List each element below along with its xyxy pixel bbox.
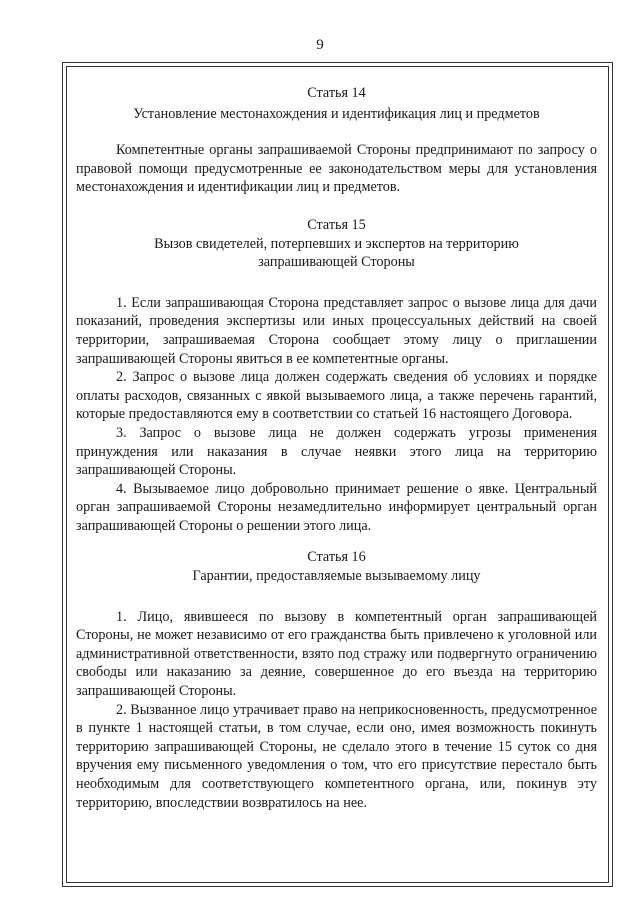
- page-number: 9: [316, 37, 324, 53]
- paragraph: Компетентные органы запрашиваемой Стороны предпринимают по запросу о правовой помощи предусмотренные ее законодательством меры для установления местонахождения и идентификации лиц и предметов.: [76, 142, 597, 196]
- article-title: Гарантии, предоставляемые вызываемому лицу: [192, 568, 481, 585]
- article-15: [76, 216, 597, 536]
- paragraph: 2. Вызванное лицо утрачивает право на неприкосновенность, предусмотренное в пункте 1 настоящей статьи, в том случае, если оно, имея возможность покинуть территорию запрашивающей Стороны, не сделало этого в течение 15 суток со дня вручения ему письменного уведомления о том, что его присутствие перестало быть необходимым для соответствующего компетентного органа, или, покинув эту территорию, впоследствии возвратилось на нее.: [76, 701, 597, 811]
- paragraph: 1. Если запрашивающая Сторона представляет запрос о вызове лица для дачи показаний, проведения экспертизы или иных процессуальных действий на своей территории, запрашиваемая Сторона сообщает этому лицу о приглашении запрашивающей Стороны явиться в ее компетентные органы.: [76, 294, 597, 367]
- article-16: [76, 548, 597, 812]
- article-title: Установление местонахождения и идентификация лиц и предметов: [133, 105, 540, 122]
- paragraph: 4. Вызываемое лицо добровольно принимает решение о явке. Центральный орган запрашиваемой Стороны незамедлительно информирует центральный орган запрашивающей Стороны о решении этого лица.: [76, 480, 597, 534]
- article-14: [76, 84, 597, 197]
- article-title-line-2: запрашивающей Стороны: [258, 254, 415, 271]
- article-number: Статья 14: [307, 85, 366, 101]
- paragraph: 3. Запрос о вызове лица не должен содержать угрозы применения принуждения или наказания в случае неявки этого лица на территорию запрашивающей Стороны.: [76, 424, 597, 479]
- document-body: [76, 84, 597, 812]
- paragraph: 1. Лицо, явившееся по вызову в компетентный орган запрашивающей Стороны, не может независимо от его гражданства быть привлечено к уголовной или административной ответственности, взято под стражу или подвергнуто ограничению свободы или наказанию за деяние, совершенное до его въезда на территорию запрашивающей Стороны.: [76, 608, 597, 700]
- article-number: Статья 15: [307, 216, 366, 233]
- paragraph: 2. Запрос о вызове лица должен содержать сведения об условиях и порядке оплаты расходов, связанных с явкой вызываемого лица, а также перечень гарантий, которые предоставляются ему в соответствии со статьей 16 настоящего Договора.: [76, 369, 597, 423]
- article-number: Статья 16: [307, 549, 366, 566]
- article-title: Вызов свидетелей, потерпевших и экспертов на территорию: [154, 235, 519, 252]
